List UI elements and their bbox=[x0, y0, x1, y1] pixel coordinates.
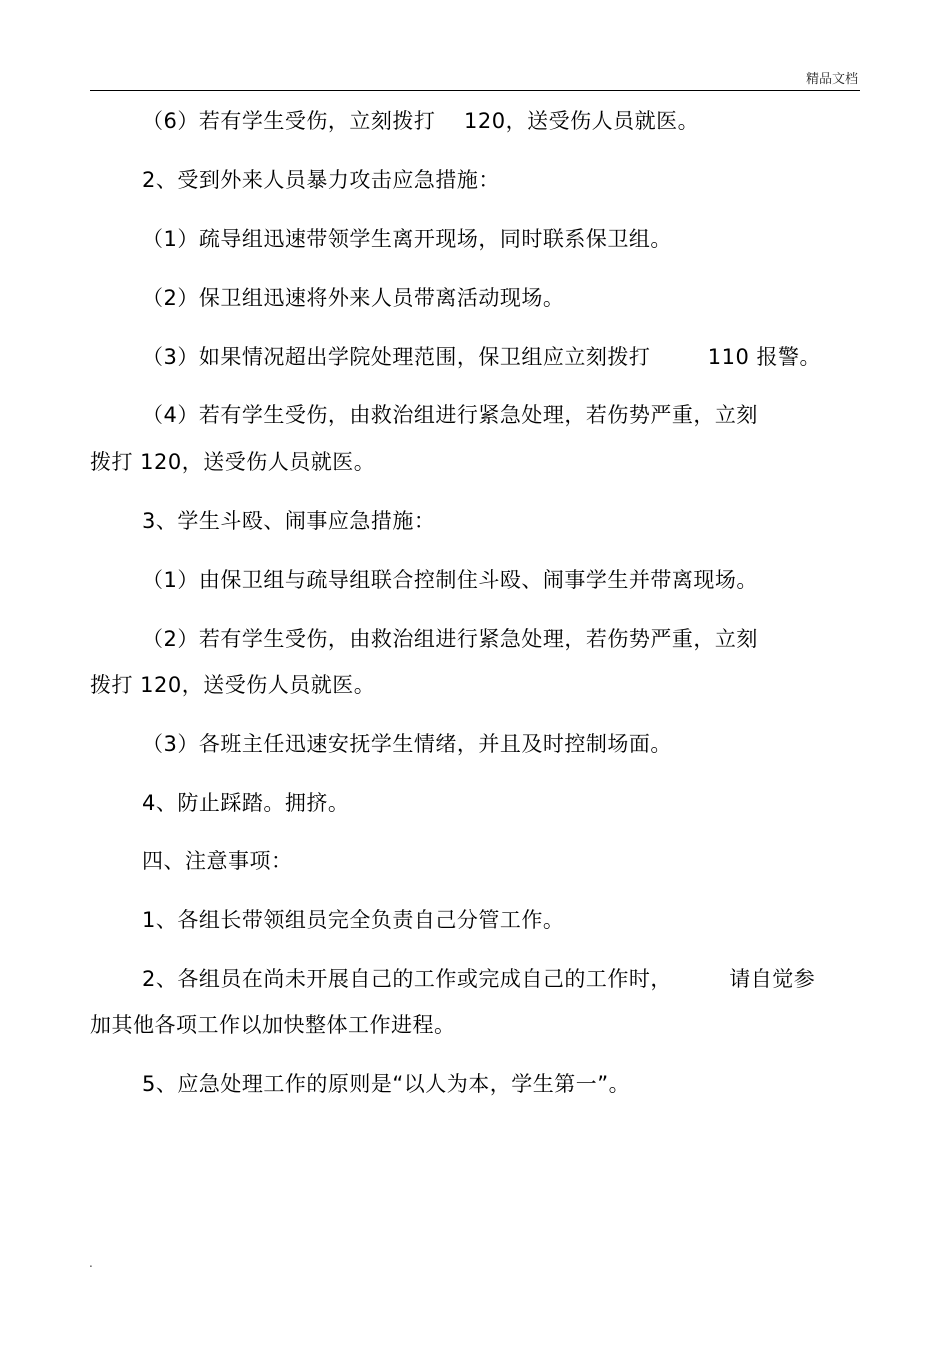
text-line: 3、学生斗殴、闹事应急措施： bbox=[142, 509, 436, 533]
text-line: 四、注意事项： bbox=[142, 849, 293, 873]
text-line: （1）疏导组迅速带领学生离开现场，同时联系保卫组。 bbox=[142, 227, 672, 251]
text-line: （4）若有学生受伤，由救治组进行紧急处理，若伤势严重，立刻 bbox=[142, 403, 758, 427]
text-line: 拨打 120，送受伤人员就医。 bbox=[90, 673, 376, 697]
text-line: 拨打 120，送受伤人员就医。 bbox=[90, 450, 376, 474]
text-line: （3）各班主任迅速安抚学生情绪，并且及时控制场面。 bbox=[142, 732, 672, 756]
text-line: 4、防止踩踏。拥挤。 bbox=[142, 791, 350, 815]
text-line: （2）若有学生受伤，由救治组进行紧急处理，若伤势严重，立刻 bbox=[142, 627, 758, 651]
text-line: 2、受到外来人员暴力攻击应急措施： bbox=[142, 168, 500, 192]
text-line: 5、应急处理工作的原则是“以人为本，学生第一”。 bbox=[142, 1072, 631, 1096]
text-line: （2）保卫组迅速将外来人员带离活动现场。 bbox=[142, 286, 565, 310]
text-line: 1、各组长带领组员完全负责自己分管工作。 bbox=[142, 908, 565, 932]
header-rule bbox=[90, 90, 860, 91]
text-line: （6）若有学生受伤，立刻拨打 120，送受伤人员就医。 bbox=[142, 109, 700, 133]
text-line: （3）如果情况超出学院处理范围，保卫组应立刻拨打 110 报警。 bbox=[142, 345, 822, 369]
text-line: （1）由保卫组与疏导组联合控制住斗殴、闹事学生并带离现场。 bbox=[142, 568, 758, 592]
footer-mark: . bbox=[89, 1256, 93, 1270]
header-label: 精品文档 bbox=[805, 72, 858, 87]
text-line: 2、各组员在尚未开展自己的工作或完成自己的工作时， 请自觉参 bbox=[142, 967, 816, 991]
text-line: 加其他各项工作以加快整体工作进程。 bbox=[90, 1013, 456, 1037]
